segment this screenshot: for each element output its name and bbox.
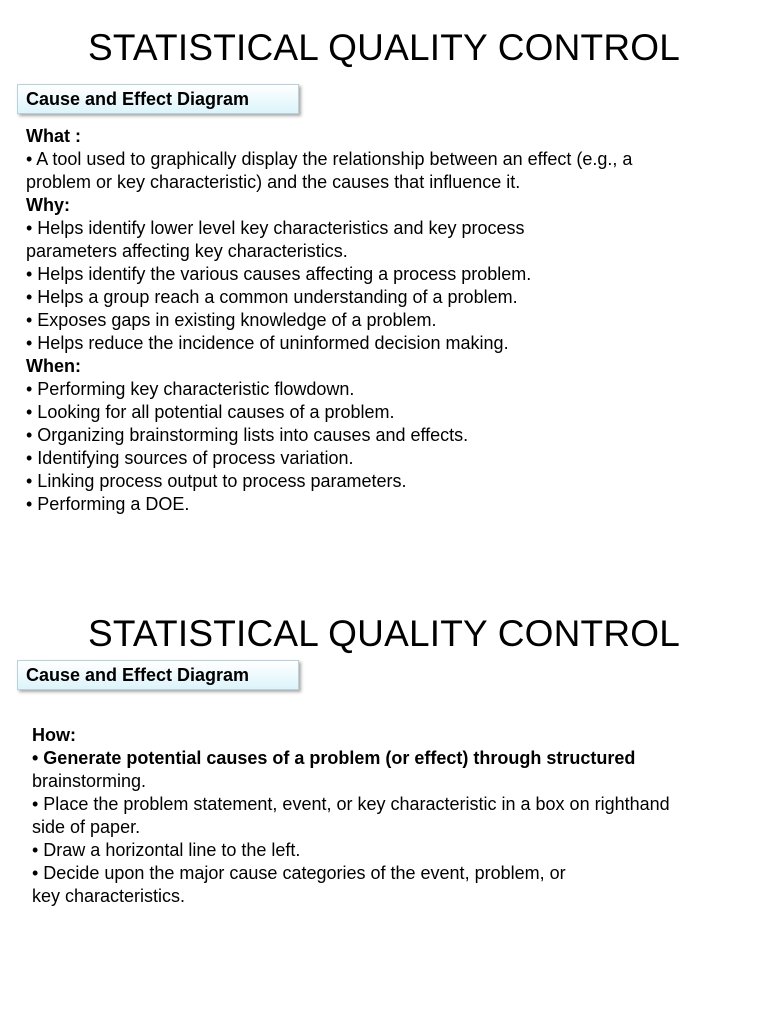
what-item: • A tool used to graphically display the relationship between an effect (e.g., a [26,149,633,169]
when-item: • Performing key characteristic flowdown. [26,379,355,399]
slide-title: STATISTICAL QUALITY CONTROL [87,613,681,654]
when-item: • Looking for all potential causes of a problem. [26,402,395,422]
why-item: • Helps reduce the incidence of uninformed decision making. [26,333,509,353]
why-item: • Exposes gaps in existing knowledge of a problem. [26,310,437,330]
how-item: • Decide upon the major cause categories of the event, problem, or [32,863,566,883]
how-heading: How: [32,725,76,745]
slide-title: STATISTICAL QUALITY CONTROL [87,27,681,68]
section-label-box: Cause and Effect Diagram [17,84,299,114]
why-item: • Helps identify lower level key characteristics and key process [26,218,525,238]
how-item: • Place the problem statement, event, or key characteristic in a box on righthand [32,794,670,814]
when-heading: When: [26,356,81,376]
when-item: • Linking process output to process parameters. [26,471,407,491]
slide-body [32,724,732,908]
when-item: • Performing a DOE. [26,494,190,514]
what-item: problem or key characteristic) and the causes that influence it. [26,172,521,192]
slide-2 [0,512,768,1024]
what-heading: What : [26,126,81,146]
when-item: • Organizing brainstorming lists into causes and effects. [26,425,469,445]
why-item: • Helps a group reach a common understanding of a problem. [26,287,518,307]
section-label-box: Cause and Effect Diagram [17,660,299,690]
how-item: side of paper. [32,817,141,837]
how-item: • Generate potential causes of a problem (or effect) through structured [32,748,636,768]
how-item: • Draw a horizontal line to the left. [32,840,301,860]
how-item: key characteristics. [32,886,186,906]
slide-body [26,125,726,516]
why-item: • Helps identify the various causes affecting a process problem. [26,264,532,284]
why-heading: Why: [26,195,70,215]
how-item: brainstorming. [32,771,147,791]
why-item: parameters affecting key characteristics. [26,241,348,261]
when-item: • Identifying sources of process variation. [26,448,354,468]
